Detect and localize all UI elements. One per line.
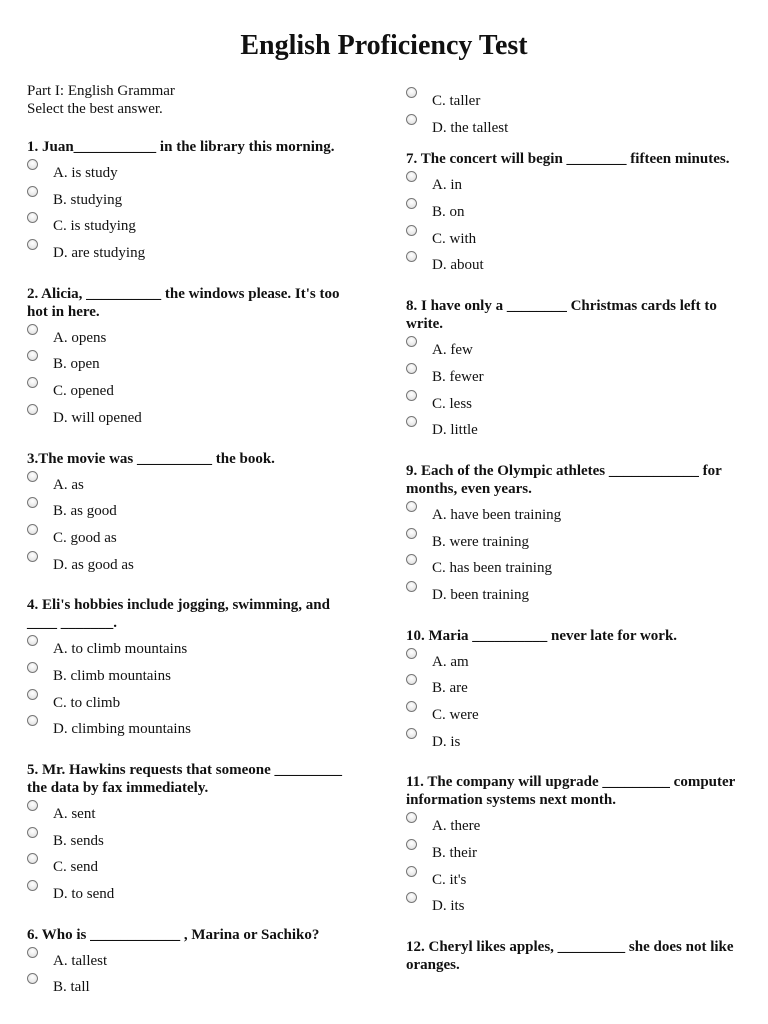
radio-button[interactable]	[406, 839, 417, 850]
question-block	[27, 285, 357, 434]
answer-option[interactable]	[406, 366, 746, 393]
option-label: C. has been training	[432, 560, 552, 577]
radio-button[interactable]	[27, 524, 38, 535]
question-text: 11. The company will upgrade _________ computer information systems next month.	[406, 774, 736, 809]
radio-button[interactable]	[406, 554, 417, 565]
question-text: 8. I have only a ________ Christmas cards left to write.	[406, 298, 717, 333]
radio-button[interactable]	[406, 363, 417, 374]
radio-button[interactable]	[27, 186, 38, 197]
option-label: D. as good as	[53, 556, 134, 573]
answer-option[interactable]	[27, 554, 357, 581]
left-column	[27, 82, 357, 1019]
spacer	[27, 1003, 357, 1019]
radio-button[interactable]	[27, 800, 38, 811]
spacer	[406, 757, 746, 773]
instruction-text: Select the best answer.	[27, 101, 163, 117]
option-label: D. little	[432, 422, 478, 439]
option-label: A. tallest	[53, 952, 108, 969]
answer-option[interactable]	[406, 704, 746, 731]
option-label: A. is study	[53, 165, 118, 181]
radio-button[interactable]	[27, 159, 38, 170]
spacer	[27, 269, 357, 285]
page-title: English Proficiency Test	[240, 30, 528, 61]
question-block	[406, 297, 746, 446]
answer-option[interactable]	[406, 174, 746, 201]
radio-button[interactable]	[27, 827, 38, 838]
answer-option[interactable]	[27, 803, 357, 830]
option-label: A. as	[53, 476, 84, 493]
option-label: A. sent	[53, 806, 96, 822]
radio-button[interactable]	[406, 501, 417, 512]
radio-button[interactable]	[27, 947, 38, 958]
radio-button[interactable]	[406, 171, 417, 182]
question-block	[406, 627, 746, 758]
question-block	[406, 938, 746, 974]
question-text: 4. Eli's hobbies include jogging, swimming, and ____ _______.	[27, 597, 330, 632]
question-text: 7. The concert will begin ________ fifteen minutes.	[406, 151, 730, 168]
radio-button[interactable]	[27, 377, 38, 388]
answer-option[interactable]	[27, 692, 357, 719]
option-label: B. studying	[53, 191, 123, 208]
question-block	[406, 150, 746, 281]
radio-button[interactable]	[27, 635, 38, 646]
answer-option[interactable]	[406, 90, 746, 117]
answer-option[interactable]	[27, 856, 357, 883]
option-label: B. fewer	[432, 368, 484, 385]
option-label: D. will opened	[53, 409, 142, 426]
option-label: A. few	[432, 342, 473, 359]
option-label: C. is studying	[53, 218, 136, 235]
spacer	[27, 910, 357, 926]
option-label: D. about	[432, 257, 484, 274]
question-block	[27, 926, 357, 1003]
radio-button[interactable]	[27, 715, 38, 726]
option-label: B. were training	[432, 533, 530, 550]
option-label: A. have been training	[432, 506, 562, 523]
option-label: B. sends	[53, 832, 104, 849]
question-block	[27, 450, 357, 581]
option-label: C. with	[432, 230, 477, 247]
answer-option[interactable]	[406, 895, 746, 922]
radio-button[interactable]	[27, 662, 38, 673]
question-text: 6. Who is ____________ , Marina or Sachiko?	[27, 926, 320, 943]
question-text: 3.The movie was __________ the book.	[27, 450, 275, 467]
answer-option[interactable]	[27, 242, 357, 269]
question-text: 2. Alicia, __________ the windows please. It's too hot in here.	[27, 285, 340, 320]
radio-button[interactable]	[406, 390, 417, 401]
answer-option[interactable]	[27, 189, 357, 216]
radio-button[interactable]	[27, 880, 38, 891]
radio-button[interactable]	[406, 251, 417, 262]
answer-option[interactable]	[27, 500, 357, 527]
radio-button[interactable]	[406, 812, 417, 823]
answer-option[interactable]	[27, 665, 357, 692]
answer-option[interactable]	[406, 393, 746, 420]
question-text: 10. Maria __________ never late for work.	[406, 627, 678, 644]
option-label: A. opens	[53, 329, 107, 346]
answer-option[interactable]	[27, 474, 357, 501]
radio-button[interactable]	[27, 853, 38, 864]
option-label: C. taller	[432, 93, 481, 109]
question-list-right	[406, 150, 746, 996]
option-label: A. am	[432, 653, 469, 670]
answer-option[interactable]	[406, 504, 746, 531]
answer-option[interactable]	[27, 718, 357, 745]
answer-option[interactable]	[406, 228, 746, 255]
radio-button[interactable]	[406, 87, 417, 98]
answer-option[interactable]	[406, 419, 746, 446]
spacer	[27, 580, 357, 596]
option-label: C. opened	[53, 383, 114, 400]
radio-button[interactable]	[406, 114, 417, 125]
question-text: 5. Mr. Hawkins requests that someone _________ the data by fax immediately.	[27, 762, 343, 796]
option-label: B. open	[53, 356, 100, 373]
radio-button[interactable]	[406, 528, 417, 539]
option-label: B. are	[432, 680, 468, 697]
answer-option[interactable]	[406, 584, 746, 611]
option-label: C. less	[432, 395, 473, 412]
answer-option[interactable]	[406, 731, 746, 758]
question-text: 1. Juan___________ in the library this morning.	[27, 139, 335, 155]
radio-button[interactable]	[406, 892, 417, 903]
radio-button[interactable]	[27, 324, 38, 335]
radio-button[interactable]	[406, 728, 417, 739]
option-label: A. to climb mountains	[53, 641, 188, 658]
answer-option[interactable]	[27, 950, 357, 977]
radio-button[interactable]	[27, 350, 38, 361]
option-label: D. its	[432, 898, 465, 915]
spacer	[406, 611, 746, 627]
right-column	[406, 90, 746, 996]
answer-option[interactable]	[27, 638, 357, 665]
question-block	[27, 761, 357, 910]
radio-button[interactable]	[27, 497, 38, 508]
question-list-left	[27, 138, 357, 1019]
answer-option[interactable]	[27, 527, 357, 554]
option-label: C. send	[53, 859, 98, 876]
answer-option[interactable]	[406, 677, 746, 704]
answer-option[interactable]	[27, 883, 357, 910]
answer-option[interactable]	[27, 215, 357, 242]
question-text: 12. Cheryl likes apples, _________ she does not like oranges.	[406, 939, 734, 974]
question-block	[27, 138, 357, 269]
option-label: B. as good	[53, 503, 117, 520]
question-6-continued-options	[406, 90, 746, 143]
instructions	[27, 82, 357, 118]
radio-button[interactable]	[406, 674, 417, 685]
option-label: B. their	[432, 845, 477, 862]
option-label: C. it's	[432, 871, 467, 888]
answer-option[interactable]	[406, 531, 746, 558]
radio-button[interactable]	[27, 404, 38, 415]
question-block	[27, 596, 357, 745]
option-label: B. climb mountains	[53, 667, 171, 684]
option-label: D. climbing mountains	[53, 721, 191, 738]
spacer	[406, 446, 746, 462]
option-label: B. tall	[53, 979, 90, 996]
part-heading: Part I: English Grammar	[27, 83, 175, 99]
spacer	[27, 745, 357, 761]
radio-button[interactable]	[27, 973, 38, 984]
answer-option[interactable]	[406, 557, 746, 584]
answer-option[interactable]	[406, 339, 746, 366]
option-label: A. in	[432, 177, 462, 194]
radio-button[interactable]	[27, 689, 38, 700]
answer-option[interactable]	[27, 353, 357, 380]
spacer	[406, 922, 746, 938]
answer-option[interactable]	[27, 830, 357, 857]
radio-button[interactable]	[406, 701, 417, 712]
option-label: C. good as	[53, 529, 117, 546]
radio-button[interactable]	[27, 471, 38, 482]
radio-button[interactable]	[406, 416, 417, 427]
spacer	[27, 434, 357, 450]
answer-option[interactable]	[406, 815, 746, 842]
radio-button[interactable]	[27, 551, 38, 562]
answer-option[interactable]	[406, 201, 746, 228]
option-label: A. there	[432, 818, 481, 835]
option-label: D. are studying	[53, 245, 146, 262]
radio-button[interactable]	[406, 581, 417, 592]
radio-button[interactable]	[27, 239, 38, 250]
question-block	[406, 462, 746, 611]
question-block	[406, 773, 746, 922]
answer-option[interactable]	[27, 327, 357, 354]
answer-option[interactable]	[406, 117, 746, 144]
radio-button[interactable]	[406, 225, 417, 236]
answer-option[interactable]	[27, 162, 357, 189]
spacer	[406, 980, 746, 996]
option-label: C. to climb	[53, 694, 121, 711]
option-label: D. is	[432, 733, 461, 750]
question-text: 9. Each of the Olympic athletes ____________ for months, even years.	[406, 462, 722, 497]
option-label: B. on	[432, 204, 465, 221]
radio-button[interactable]	[27, 212, 38, 223]
radio-button[interactable]	[406, 336, 417, 347]
option-label: D. the tallest	[432, 119, 509, 136]
answer-option[interactable]	[406, 842, 746, 869]
radio-button[interactable]	[406, 866, 417, 877]
spacer	[406, 281, 746, 297]
answer-option[interactable]	[27, 407, 357, 434]
option-label: D. been training	[432, 586, 530, 603]
answer-option[interactable]	[406, 651, 746, 678]
answer-option[interactable]	[406, 254, 746, 281]
radio-button[interactable]	[406, 198, 417, 209]
option-label: C. were	[432, 707, 479, 723]
option-label: D. to send	[53, 886, 115, 903]
answer-option[interactable]	[27, 976, 357, 1003]
answer-option[interactable]	[406, 869, 746, 896]
answer-option[interactable]	[27, 380, 357, 407]
radio-button[interactable]	[406, 648, 417, 659]
